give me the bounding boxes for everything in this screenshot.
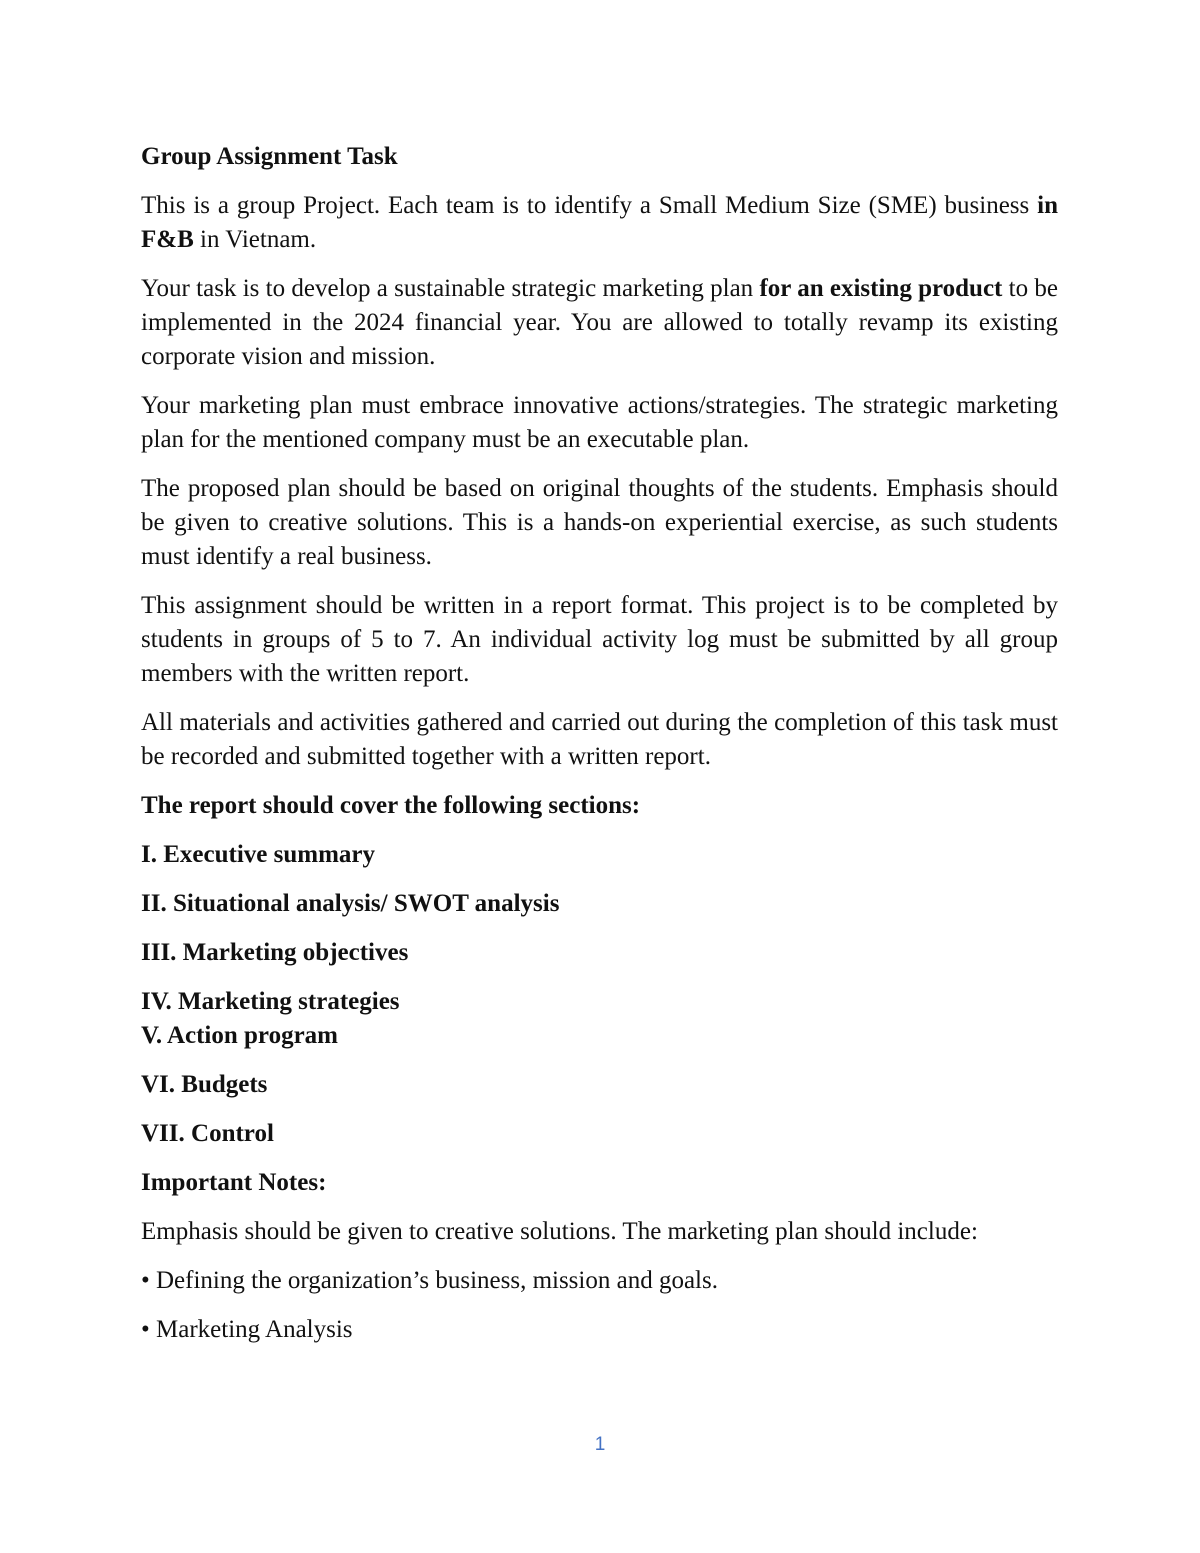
paragraph-original-thoughts: The proposed plan should be based on original thoughts of the students. Emphasis should be given to creative solutions. This is a hands-on experiential exercise, as such students must identify a real business. (141, 475, 1058, 570)
section-item: VII. Control (141, 1120, 274, 1147)
text-run: in Vietnam. (193, 226, 317, 253)
paragraph-report-format: This assignment should be written in a report format. This project is to be completed by students in groups of 5 to 7. An individual activity log must be submitted by all group members with the written report. (141, 592, 1058, 687)
section-item: III. Marketing objectives (141, 939, 409, 966)
section-item: II. Situational analysis/ SWOT analysis (141, 890, 560, 917)
bullet-item: • Marketing Analysis (141, 1316, 353, 1343)
page-number: 1 (594, 1434, 606, 1455)
paragraph-innovation: Your marketing plan must embrace innovative actions/strategies. The strategic marketing plan for the mentioned company must be an executable plan. (141, 392, 1058, 453)
paragraph-project-intro (141, 189, 1058, 257)
document-body (141, 140, 1058, 1362)
section-item: V. Action program (141, 1022, 338, 1049)
notes-intro: Emphasis should be given to creative solutions. The marketing plan should include: (141, 1218, 978, 1245)
document-title: Group Assignment Task (141, 143, 398, 170)
paragraph-materials: All materials and activities gathered and carried out during the completion of this task must be recorded and submitted together with a written report. (141, 709, 1058, 770)
section-item: I. Executive summary (141, 841, 375, 868)
notes-heading: Important Notes: (141, 1169, 327, 1196)
paragraph-task (141, 272, 1058, 374)
section-item: VI. Budgets (141, 1071, 268, 1098)
text-run: to be implemented in the 2024 financial year. You are allowed to totally revamp its existing corporate vision and mission. (141, 275, 1058, 370)
text-run: Your task is to develop a sustainable strategic marketing plan (141, 275, 760, 302)
bullet-item: • Defining the organization’s business, mission and goals. (141, 1267, 718, 1294)
section-item: IV. Marketing strategies (141, 988, 400, 1015)
bold-text-run: in F&B (141, 192, 1058, 253)
sections-heading: The report should cover the following sections: (141, 792, 641, 819)
text-run: This is a group Project. Each team is to identify a Small Medium Size (SME) business (141, 192, 1038, 219)
bold-text-run: for an existing product (759, 275, 1003, 302)
